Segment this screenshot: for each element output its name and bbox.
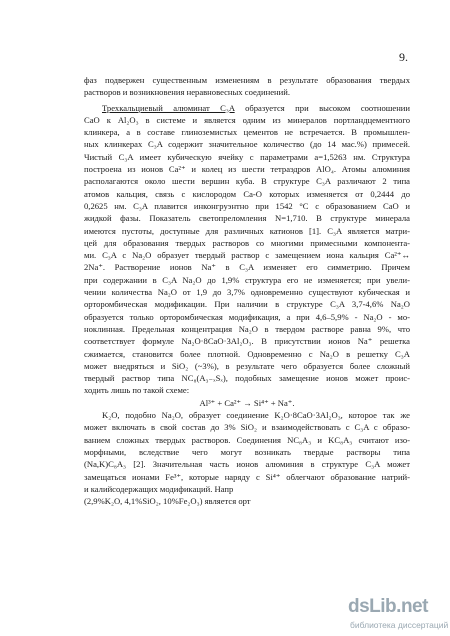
text-line: соответствует формуле Na₂O·8CaO·3Al₂O₃. В присутствии ионов Na⁺ решетка (84, 336, 410, 347)
watermark-logo: dsLib.net (348, 596, 428, 617)
page-number: 9. (399, 50, 408, 64)
text-line: растворов и возникновения неравновесных соединений. (84, 87, 290, 98)
text-line: сжимается, становится более плотной. Одновременно с Na₂O в решетку C₃A (84, 348, 410, 359)
text-line: ми. C₃A с Na₂O образует твердый раствор с замещением иона кальция Ca²⁺↔ (84, 250, 410, 261)
text-line: ванием сложных твердых растворов. Соединения NC₈A₃ и KC₈A₃ считают изо- (84, 434, 410, 445)
text-line: ходить лишь по такой схеме: (84, 385, 190, 396)
document-body (84, 74, 410, 507)
text-line: ноклинная. Предельная концентрация Na₂O в твердом растворе равна 9%, что (84, 323, 410, 334)
text-line: и калийсодержащих модификаций. Напр (84, 483, 234, 494)
text-line: может включать в свой состав до 3% SiO₂ и взаимодействовать с C₃A с образо- (84, 422, 410, 433)
text-line-rest: образуется при высоком соотношении (234, 102, 410, 113)
text-line: 0,2625 нм. C₃A плавится инконгруэнтно при 1542 °С с образованием CaO и (84, 200, 410, 211)
text-line: имеются пустоты, доступные для различных катионов [1]. C₃A является матри- (84, 225, 410, 236)
watermark-caption: библиотека диссертаций (350, 620, 449, 630)
underlined-term: Трехкальциевый алюминат C₃A (102, 102, 235, 113)
text-line: при содержании в C₃A Na₂O до 1,9% структура его не изменяется; при увели- (84, 274, 410, 285)
text-line: жидкой фазы. Показатель светопреломления N=1,710. В структуре минерала (84, 213, 410, 224)
text-line: CaO к Al₂O₃ в системе и является одним из минералов портландцементного (84, 114, 410, 125)
text-line: морфными, вследствие чего могут возникать твердые растворы типа (84, 446, 410, 457)
text-line: (2,9%K₂O, 4,1%SiO₂, 10%Fe₂O₃) является орт (84, 496, 251, 507)
text-line: располагаются около шести вершин куба. В структуре C₃A различают 2 типа (84, 176, 410, 187)
text-line: построена из ионов Ca²⁺ и колец из шести тетраэдров AlO₄. Атомы алюминия (84, 164, 410, 175)
text-line: твердый раствор типа NC₈(A₃₋ₓSₓ), подобных замещение ионов может проис- (84, 373, 410, 384)
watermark (348, 594, 450, 636)
text-line: образуется только орторомбическая модификация, а при 4,6–5,9% - Na₂O - мо- (84, 311, 410, 322)
text-line: K₂O, подобно Na₂O, образует соединение K₂O·8CaO·3Al₂O₃, которое так же (102, 410, 410, 421)
text-line: ных клинкерах C₃A содержит значительное количество (до 14 мас.%) примесей. (84, 139, 410, 150)
text-line: орторомбическая модификации. При наличии в структуре C₃A 3,7-4,6% Na₂O (84, 299, 410, 310)
text-line: 2Na⁺. Растворение ионов Na⁺ в C₃A изменяет его симметрию. Причем (84, 262, 410, 273)
text-line: замещаться ионами Fe³⁺, которые наряду с Si⁴⁺ облегчают образование натрий- (84, 471, 410, 482)
text-line: Чистый C₃A имеет кубическую ячейку с параметрами a=1,5263 нм. Структура (84, 151, 410, 162)
text-line (84, 102, 410, 114)
text-line: (Na,K)C₈A₃ [2]. Значительная часть ионов алюминия в структуре C₃A может (84, 459, 410, 470)
text-line: фаз подвержен существенным изменениям в результате образования твердых (84, 75, 410, 85)
text-line: клинкера, а в составе глиноземистых цементов не встречается. В промышлен- (84, 127, 410, 138)
text-line: может внедряться и SiO₂ (~3%), в результате чего образуется более сложный (84, 360, 410, 371)
text-line: чении количества Na₂O от 1,9 до 3,7% одновременно существуют кубическая и (84, 287, 410, 298)
ion-substitution-scheme: Al³⁺ + Ca²⁺ → Si⁴⁺ + Na⁺. (199, 397, 295, 408)
text-line: цей для образования твердых растворов со многими примесными компонента- (84, 237, 410, 248)
text-line: атомов кальция, связь с кислородом Ca-O которых изменяется от 0,2444 до (84, 188, 410, 199)
